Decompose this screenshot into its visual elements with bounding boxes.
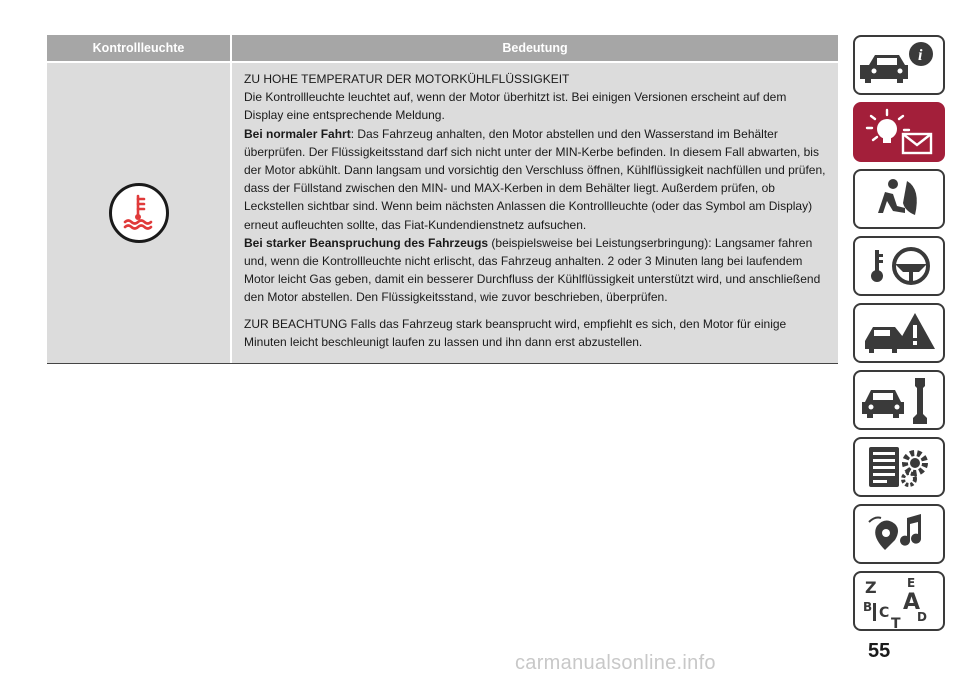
header-indicator: Kontrollleuchte xyxy=(47,35,232,61)
indicator-cell xyxy=(47,63,232,363)
index-letter-z: Z xyxy=(865,578,877,597)
normal-driving-text: : Das Fahrzeug anhalten, den Motor abstellen und den Wasserstand im Behälter überprüfen. Der Flüssigkeitsstand darf sich nicht unter der MIN-Kerbe befinden. In diesem Fall abwarten, bis der Motor abkühlt. Dann langsam und vorsichtig den Verschluss öffnen, Kühlflüssigkeit nachfüllen und prüfen, dass der Füllstand zwischen den MIN- und MAX-Kerben in dem Behälter liegt. Außerdem prüfen, ob Leckstellen sichtbar sind. Wenn beim nächsten Anlassen die Kontrollleuchte (oder das Symbol am Display) erneut aufleuchten sollte, das Fiat-Kundendienstnetz aufsuchen. xyxy=(244,126,826,232)
tab-index[interactable] xyxy=(853,571,945,631)
watermark: carmanualsonline.info xyxy=(515,652,716,674)
warning-description: Die Kontrollleuchte leuchtet auf, wenn der Motor überhitzt ist. Bei einigen Versionen erscheint auf dem Display eine entsprechende Meldung. xyxy=(244,90,787,123)
tab-maintenance[interactable] xyxy=(853,370,945,430)
index-letter-t: T xyxy=(891,616,901,629)
specs-gear-icon xyxy=(855,439,943,495)
normal-driving-paragraph xyxy=(244,125,828,234)
table-header xyxy=(47,35,838,61)
index-letter-c: C xyxy=(879,605,890,621)
tab-starting-driving[interactable] xyxy=(853,236,945,296)
tab-multimedia[interactable] xyxy=(853,504,945,564)
index-letter-d: D xyxy=(917,610,927,624)
heavy-load-text: (beispielsweise bei Leistungserbringung): Langsamer fahren und, wenn die Kontrollleuchte nicht erlischt, das Fahrzeug anhalten. 2 oder 3 Minuten lang bei laufendem Motor leicht Gas geben, damit ein besserer Durchfluss der Kühlflüssigkeit unterstützt wird, und anschließend den Motor abstellen. Den Flüssigkeitsstand, wie zuvor beschrieben, überprüfen. xyxy=(244,235,821,305)
normal-driving-label: Bei normaler Fahrt xyxy=(244,126,351,141)
coolant-temperature-warning-icon xyxy=(108,182,170,244)
table-row xyxy=(47,61,838,364)
key-steering-wheel-icon xyxy=(855,238,943,294)
heavy-load-paragraph xyxy=(244,234,828,307)
note-paragraph: ZUR BEACHTUNG Falls das Fahrzeug stark beansprucht wird, empfiehlt es sich, den Motor für einige Minuten leicht beschleunigt laufen zu lassen und ihn dann erst abzustellen. xyxy=(244,316,787,349)
warning-title: ZU HOHE TEMPERATUR DER MOTORKÜHLFLÜSSIGKEIT xyxy=(244,72,570,86)
car-info-icon xyxy=(855,37,943,93)
tab-safety[interactable] xyxy=(853,169,945,229)
svg-text:i: i xyxy=(918,47,923,64)
page-number: 55 xyxy=(868,640,891,662)
index-letter-a: A xyxy=(903,590,921,615)
heavy-load-label: Bei starker Beanspruchung des Fahrzeugs xyxy=(244,235,489,250)
navigation-music-icon xyxy=(855,506,943,562)
alphabetical-index-icon xyxy=(855,573,943,629)
tab-car-info[interactable] xyxy=(853,35,945,95)
tab-warning-lights[interactable] xyxy=(853,102,945,162)
car-wrench-icon xyxy=(855,372,943,428)
index-letter-b: B xyxy=(863,600,873,614)
header-meaning: Bedeutung xyxy=(502,41,568,55)
warning-light-table xyxy=(47,35,838,364)
seat-airbag-icon xyxy=(855,171,943,227)
tab-emergency[interactable] xyxy=(853,303,945,363)
car-crash-warning-icon xyxy=(855,305,943,361)
tab-technical-data[interactable] xyxy=(853,437,945,497)
meaning-cell xyxy=(232,63,838,363)
index-letter-e: E xyxy=(907,576,916,590)
warning-light-message-icon xyxy=(855,104,943,160)
